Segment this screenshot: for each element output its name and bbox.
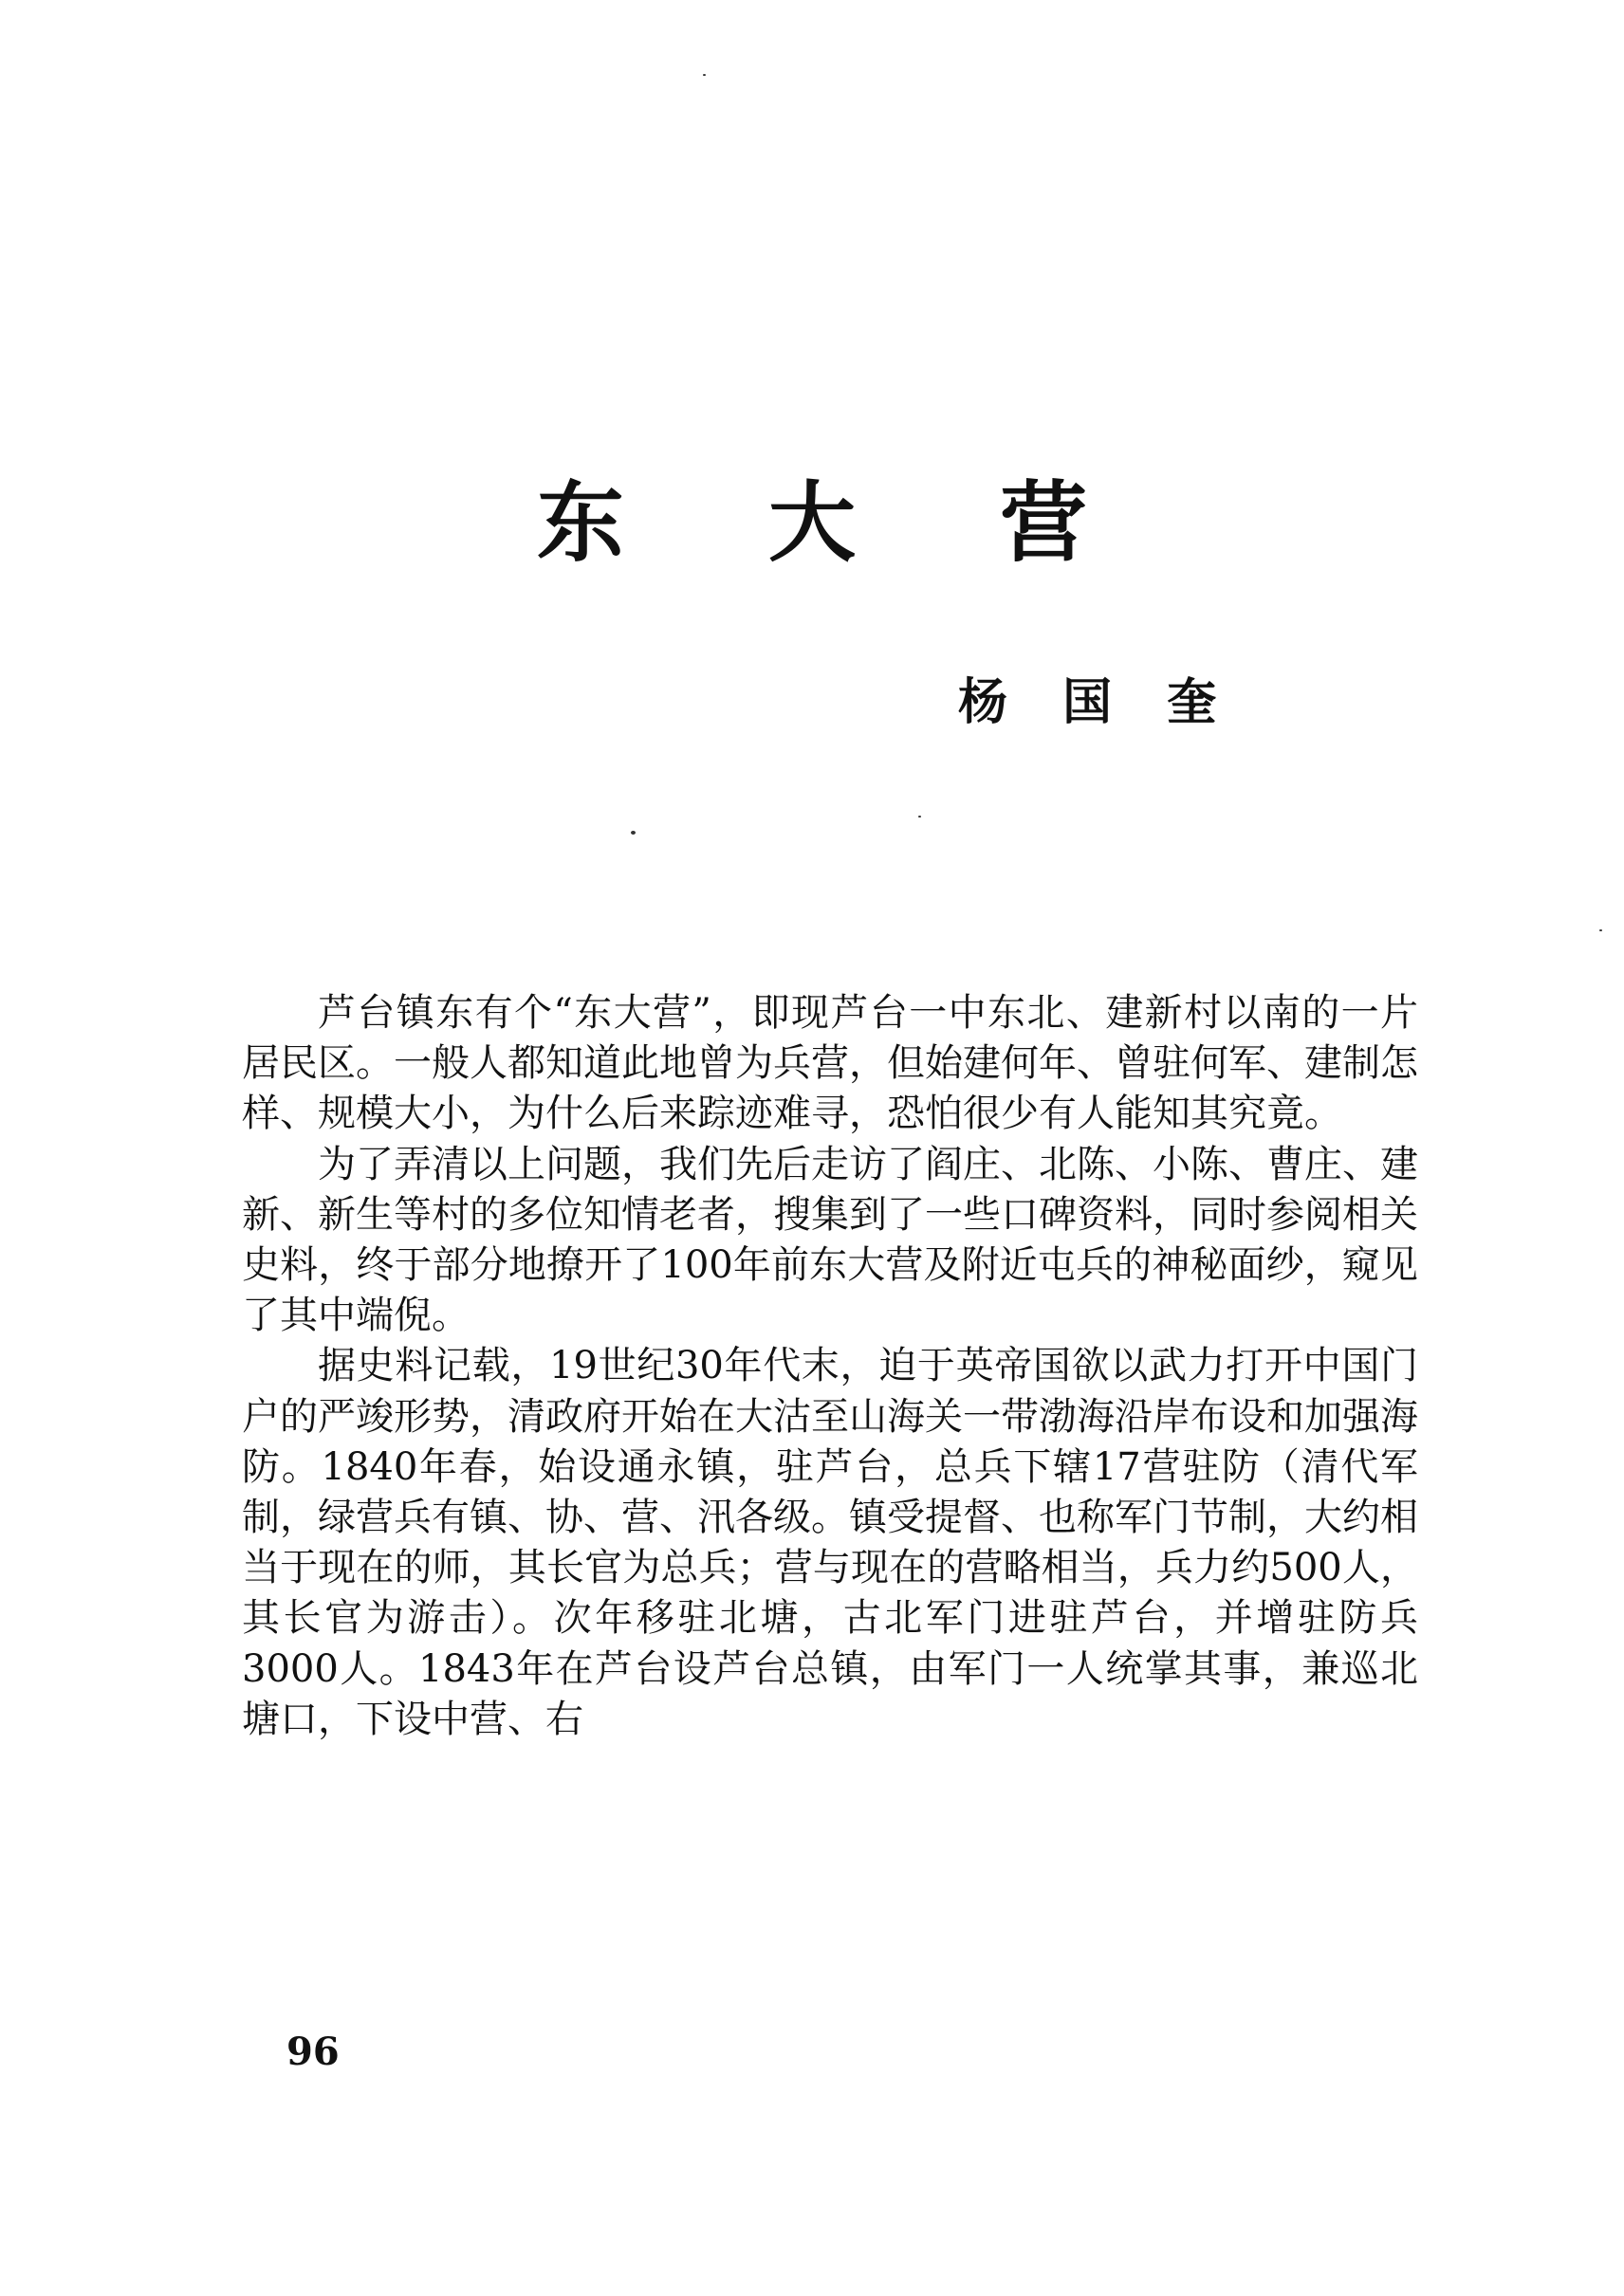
article-body: [242, 988, 1418, 1745]
scan-speck: [918, 816, 921, 817]
page-number: 96: [286, 2030, 340, 2074]
author-name: 杨 国 奎: [958, 673, 1236, 731]
paragraph-3: 据史料记载，19世纪30年代末，迫于英帝国欲以武力打开中国门户的严竣形势，清政府开始在大沽至山海关一带渤海沿岸布设和加强海防。1840年春，始设通永镇，驻芦台，总兵下辖17营驻防（清代军制，绿营兵有镇、协、营、汛各级。镇受提督、也称军门节制，大约相当于现在的师，其长官为总兵；营与现在的营略相当，兵力约500人，其长官为游击）。次年移驻北塘，古北军门进驻芦台，并增驻防兵3000人。1843年在芦台设芦台总镇，由军门一人统掌其事，兼巡北塘口，下设中营、右: [242, 1344, 1418, 1741]
paragraph-1: 芦台镇东有个“东大营”，即现芦台一中东北、建新村以南的一片居民区。一般人都知道此地曾为兵营，但始建何年、曾驻何军、建制怎样、规模大小，为什么后来踪迹难寻，恐怕很少有人能知其究竟。: [242, 991, 1418, 1136]
scan-speck: [631, 831, 636, 835]
page-title: 东 大 营: [536, 471, 1145, 574]
paragraph-2: 为了弄清以上问题，我们先后走访了阎庄、北陈、小陈、曹庄、建新、新生等村的多位知情老者，搜集到了一些口碑资料，同时参阅相关史料，终于部分地撩开了100年前东大营及附近屯兵的神秘面纱，窥见了其中端倪。: [242, 1142, 1418, 1338]
scan-speck: [1599, 929, 1602, 931]
scan-speck: [703, 74, 706, 76]
